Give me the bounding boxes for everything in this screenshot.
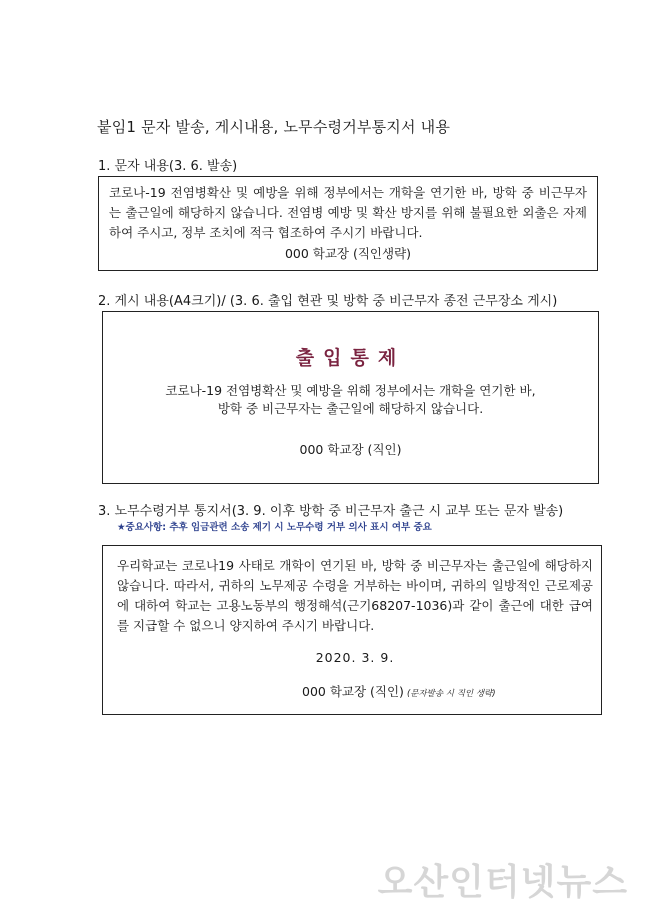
attachment-title: 붙임1 문자 발송, 게시내용, 노무수령거부통지서 내용 [97,118,451,136]
refusal-notice-box [102,545,602,715]
refusal-body: 우리학교는 코로나19 사태로 개학이 연기된 바, 방학 중 비근무자는 출근일에 해당하지 않습니다. 따라서, 귀하의 노무제공 수령을 거부하는 바이며, 귀하의 일방적인 근로제공에 대하여 학교는 고용노동부의 행정해석(근기68207-1036)과 같이 출근에 대한 급여를 지급할 수 없으니 양지하여 주시기 바랍니다. [117,558,593,633]
section3-heading: 3. 노무수령거부 통지서(3. 9. 이후 방학 중 비근무자 출근 시 교부 또는 문자 발송) [98,504,564,519]
watermark: 오산인터넷뉴스 [377,862,628,903]
sms-body: 코로나-19 전염병확산 및 예방을 위해 정부에서는 개학을 연기한 바, 방학 중 비근무자는 출근일에 해당하지 않습니다. 전염병 예방 및 확산 방지를 위해 불필요한 외출은 자제하여 주시고, 정부 조치에 적극 협조하여 주시기 바랍니다. [109,185,587,240]
refusal-date: 2020. 3. 9. [315,650,395,665]
refusal-sign-note: (문자발송 시 직인 생략) [406,689,496,699]
important-note: ★중요사항: 추후 임금관련 소송 제기 시 노무수령 거부 의사 표시 여부 중요 [117,522,432,533]
refusal-sign: 000 학교장 (직인) [302,684,404,699]
section2-heading: 2. 게시 내용(A4크기)/ (3. 6. 출입 현관 및 방학 중 비근무자 종전 근무장소 게시) [98,294,558,309]
notice-body-line2: 방학 중 비근무자는 출근일에 해당하지 않습니다. [217,401,484,416]
sms-sign: 000 학교장 (직인생략) [284,246,412,261]
notice-title: 출입통제 [295,347,406,369]
section1-heading: 1. 문자 내용(3. 6. 발송) [98,159,238,174]
sms-content-box [98,176,598,271]
notice-body-line1: 코로나-19 전염병확산 및 예방을 위해 정부에서는 개학을 연기한 바, [165,383,536,398]
notice-box [102,311,599,484]
notice-sign: 000 학교장 (직인) [299,442,402,457]
